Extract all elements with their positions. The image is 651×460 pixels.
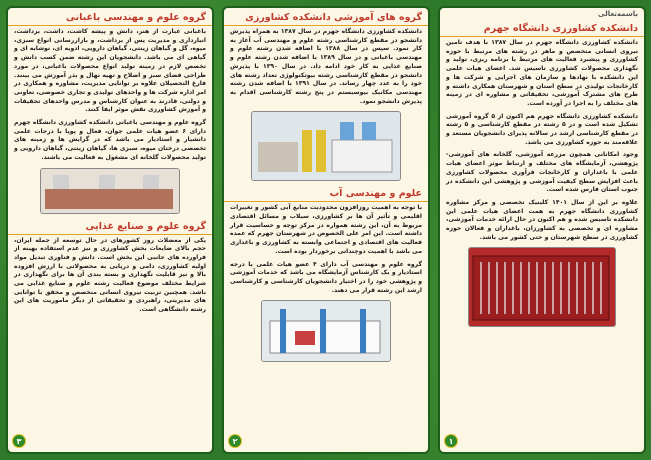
panel-faculty-intro: [438, 6, 646, 454]
lab-equipment-photo: [468, 247, 616, 327]
water-paragraph-1: با توجه به اهمیت روزافزون محدودیت منابع آبی کشور و تغییرات اقلیمی و تأثیر آن ها بر کشاورزی، سیلاب و مسائل اقتصادی مربوط به آن، این رشته همواره در مرکز توجه و حساسیت قرار داشته است. این امر علی الخصوص در شهرستان جهرم که عمده فعالیت های اقتصادی و اجتماعی وابسته به کشاورزی و باغداری می باشد با اهمیت دوچندانی برخوردار بوده است.: [230, 204, 422, 255]
food-science-title: گروه علوم و صنایع غذایی: [8, 217, 212, 235]
groups-title: گروه های آموزشی دانشکده کشاورزی: [224, 8, 428, 26]
food-science-paragraph: یکی از معضلات روز کشورهای در حال توسعه از جمله ایران، حجم بالای ضایعات بخش کشاورزی و نیز عدم استفاده بهینه از فراورده های جانبی این بخش است. دانش و فناوری تبدیل مواد اولیه کشاورزی، دامی و دریایی به محصولاتی با ارزش افزوده بالا و نیز قابلیت نگهداری و بسته بندی آن ها برای نگهداری در شرایط مختلف موضوع فعالیت رشته علوم و صنایع غذایی می باشد. همچنین تربیت نیروی انسانی متخصص و محقق با توانایی های مدیریتی، راهبردی و تحقیقاتی از دیگر ماموریت های این رشته دانشگاهی است.: [14, 236, 206, 314]
laboratory-image: [251, 112, 400, 181]
panel-horticulture-food: [6, 6, 214, 454]
drainage-model-image: [468, 248, 615, 327]
faculty-title: دانشکده کشاورزی دانشگاه جهرم: [440, 19, 644, 37]
page-number-badge: ۱: [444, 434, 458, 448]
intro-paragraph-3: وجود امکاناتی همچون مزرعه آموزشی، گلخانه های آموزشی-پژوهشی، آزمایشگاه های مختلف و ارتباط موثر اعضای هیات علمی با باغداران و کارخانجات فرآوری محصولات کشاورزی باعث افزایش سطح کیفیت آموزشی و پژوهشی این دانشکده در جنوب استان فارس شده است.: [446, 151, 638, 194]
horticulture-lab-image: [40, 169, 179, 214]
horticulture-lab-photo: [40, 168, 180, 214]
intro-paragraph-4: علاوه بر این از سال ۱۴۰۱ کلینیک تخصصی و مرکز مشاوره کشاورزی دانشگاه جهرم به همت اعضای هیات علمی این دانشکده تاسیس شده و هم اکنون در حال ارائه خدمات آموزشی، مشاوره ای و تخصصی به کشاورزان، باغداران و فعالان حوزه کشاورزی در سطح شهرستان و حتی کشور می باشد.: [446, 198, 638, 241]
intro-paragraph-1: دانشکده کشاورزی دانشگاه جهرم در سال ۱۳۸۷ با هدف تامین نیروی انسانی متخصص و ماهر در رشته های مرتبط با حوزه کشاورزی و پیشبرد فعالیت های مرتبط با برنامه ریزی، تولید و نگهداری محصولات کشاورزی تاسیس شد. اعضای هیات علمی این دانشکده با نهادها و سازمان های اجرایی و شرکت ها و کارخانجات تولیدی در سطح استان و شهرستان همکاری داشته و طرح های مشترک آموزشی، تحقیقاتی و مشاوره ای در زمینه های مختلف را به اجرا در آورده است.: [446, 39, 638, 107]
intro-paragraph-2: دانشکده کشاورزی دانشگاه جهرم هم اکنون از ۵ گروه آموزشی تشکیل شده است و در ۵ رشته در مقطع کارشناسی و ۵ رشته در مقطع کارشناسی ارشد در سالانه پذیرای دانشجویان مستعد و علاقه‌مند به حوزه کشاورزی می باشد.: [446, 112, 639, 146]
horticulture-paragraph-2: گروه علوم و مهندسی باغبانی دانشکده کشاورزی دانشگاه جهرم دارای ۶ عضو هیات علمی جوان، فعال و پویا با درجات علمی دانشیار و استادیار می باشد که در گرایش ها و زمینه های تخصصی درختان میوه، سبزی ها، گیاهان زینتی، گیاهان دارویی و تولید محصولات گلخانه ای مشغول به فعالیت می باشند.: [14, 119, 206, 161]
water-lab-photo: [261, 300, 391, 362]
water-paragraph-2: گروه علوم و مهندسی آب دارای ۴ عضو هیات علمی با درجه استادیار و یک کارشناس آزمایشگاه می باشد که خدمات آموزشی و پژوهشی خود را در اختیار دانشجویان کارشناسی و کارشناسی ارشد این رشته قرار می دهند.: [230, 260, 422, 294]
water-engineering-title: علوم و مهندسی آب: [224, 184, 428, 202]
horticulture-paragraph-1: باغبانی عبارت از هنر، دانش و پیشه کاشت، داشت، برداشت، انبارداری و مدیریت پس از برداشت، و بازاررسانی انواع سبزی، میوه، گل و گیاهان زینتی، گیاهان دارویی، ادویه ای، نوشابه ای و گیاهی ای می باشد. دانشجویان این رشته ضمن کسب دانش و تخصص لازم در زمینه تولید انواع محصولات باغبانی، در مورد طراحی فضای سبز و اصلاح و تهیه نهال و بذر آموزش می بینند. فارغ التحصیلان علاوه بر توانایی مدیریت، مشاوره و همکاری در امر اداره شرکت ها و واحدهای تولیدی و تجاری خصوصی، تعاونی و دولتی، قادرند به عنوان کارشناس و مدرس واحدهای تحقیقات و آموزش کشاورزی نقش موثر ایفا کنند.: [14, 28, 206, 114]
hydraulic-bench-image: [261, 301, 390, 362]
lab-room-photo: [251, 111, 401, 181]
page-number-badge: ۳: [12, 434, 26, 448]
page-number-badge: ۲: [228, 434, 242, 448]
groups-paragraph: دانشکده کشاورزی دانشگاه جهرم در سال ۱۳۸۷ به همراه پذیرش دانشجو در مقطع کارشناسی رشته علوم و مهندسی آب آغاز به کار نمود. سپس در سال ۱۳۸۸ با اضافه شدن رشته علوم و مهندسی باغبانی و در سال ۱۳۸۹ با اضافه شدن رشته علوم و صنایع غذایی به کار خود ادامه داد. در سال ۱۳۹۰ با پذیرش دانشجو در مقطع کارشناسی رشته بیوتکنولوژی تعداد رشته های خود را به عدد چهار رساند. در سال ۱۳۹۱ با اضافه شدن رشته مهندسی مکانیک بیوسیستم در پنج رشته کارشناسی اقدام به پذیرش دانشجو نمود.: [230, 28, 422, 105]
bismillah-header: باسمه‌تعالی: [598, 10, 638, 18]
panel-education-groups: [222, 6, 430, 454]
horticulture-title: گروه علوم و مهندسی باغبانی: [8, 8, 212, 26]
